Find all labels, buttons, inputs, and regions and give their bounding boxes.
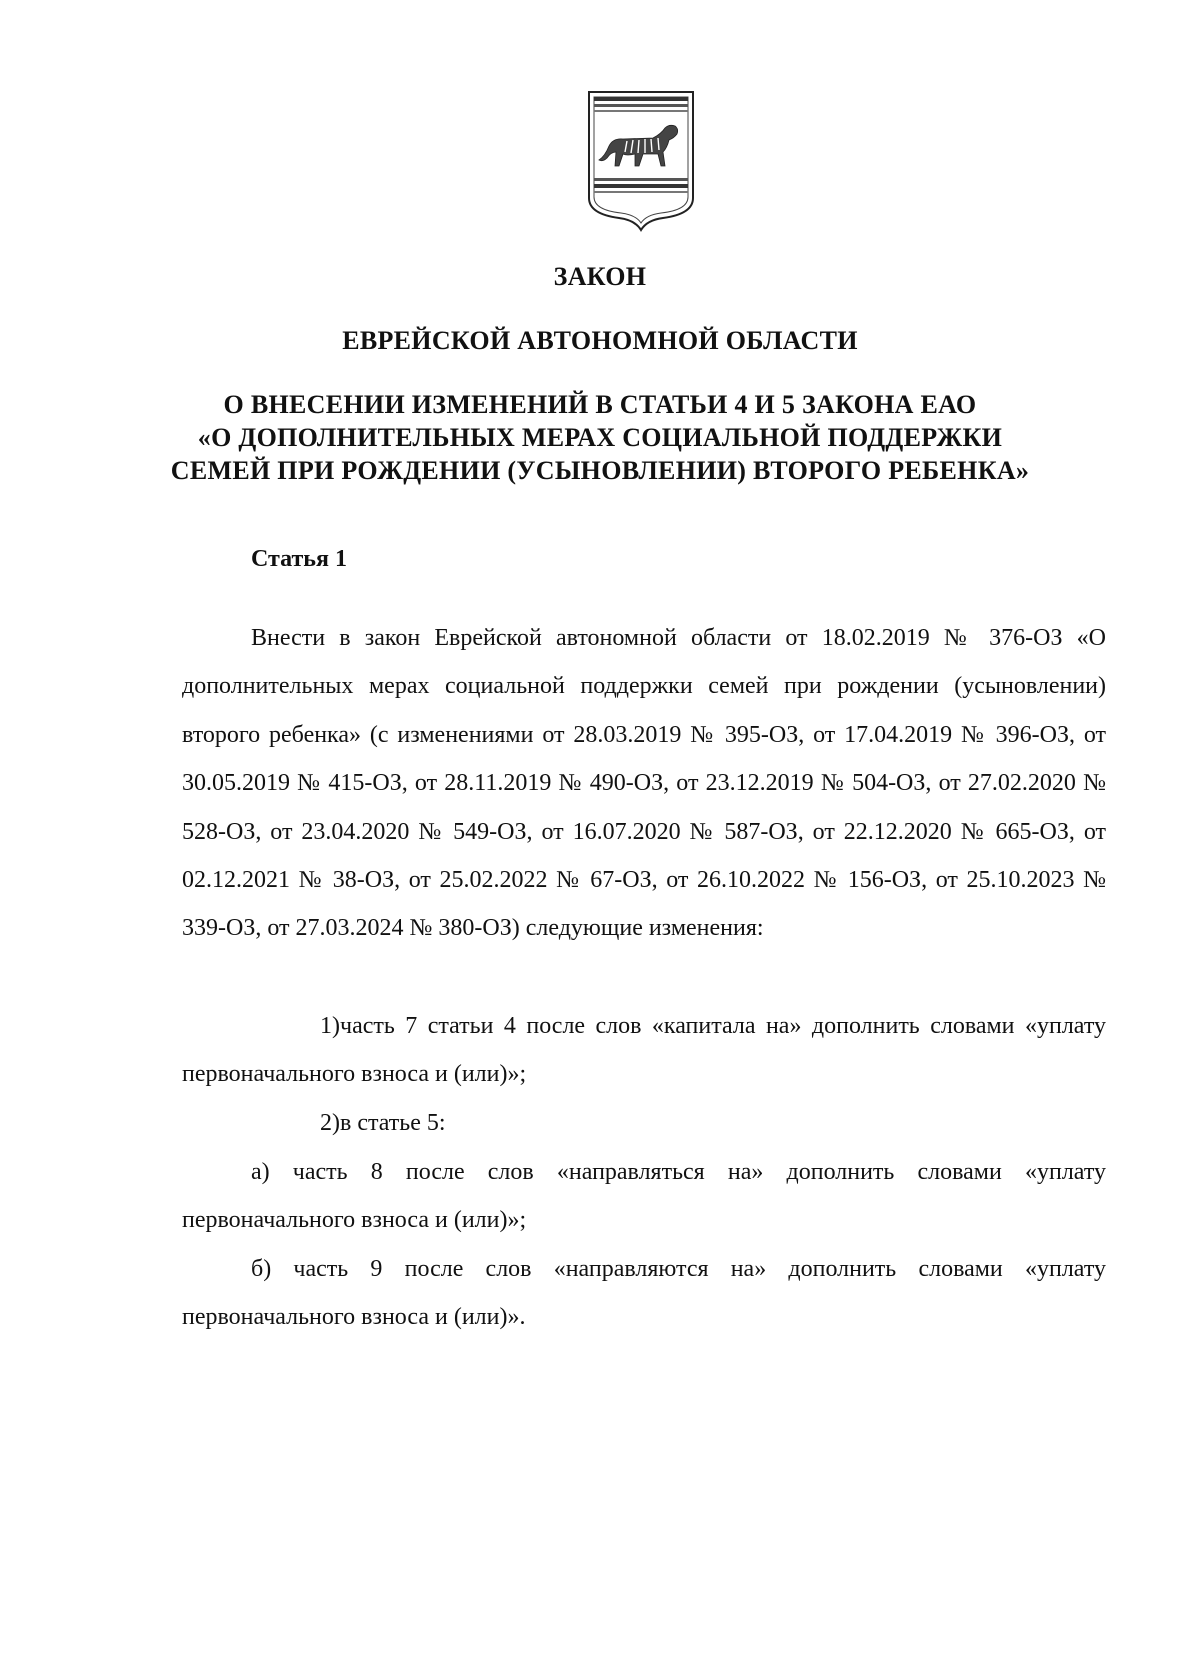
subitem-text: б) часть 9 после слов «направляются на» дополнить словами «уплату первоначального взноса и (или)». — [182, 1256, 1106, 1331]
law-subject-title — [0, 388, 1200, 487]
item-number: 2) — [320, 1110, 340, 1136]
document-type-title: ЗАКОН — [553, 262, 647, 291]
subitem-text: а) часть 8 после слов «направляться на» дополнить словами «уплату первоначального взноса и (или)»; — [182, 1159, 1106, 1234]
article-heading: Статья 1 — [251, 546, 347, 572]
issuing-region-title: ЕВРЕЙСКОЙ АВТОНОМНОЙ ОБЛАСТИ — [342, 326, 858, 355]
coat-of-arms-emblem — [583, 86, 699, 232]
intro-text: Внести в закон Еврейской автономной области от 18.02.2019 № 376-ОЗ «О дополнительных мерах социальной поддержки семей при рождении (усыновлении) второго ребенка» (с изменениями от 28.03.2019 № 395-ОЗ, от 17.04.2019 № 396-ОЗ, от 30.05.2019 № 415-ОЗ, от 28.11.2019 № 490-ОЗ, от 23.12.2019 № 504-ОЗ, от 27.02.2020 № 528-ОЗ, от 23.04.2020 № 549-ОЗ, от 16.07.2020 № 587-ОЗ, от 22.12.2020 № 665-ОЗ, от 02.12.2021 № 38-ОЗ, от 25.02.2022 № 67-ОЗ, от 26.10.2022 № 156-ОЗ, от 25.10.2023 № 339-ОЗ, от 27.03.2024 № 380-ОЗ) следующие изменения: — [182, 625, 1106, 942]
item-text: в статье 5: — [340, 1110, 446, 1136]
law-subject-line: «О ДОПОЛНИТЕЛЬНЫХ МЕРАХ СОЦИАЛЬНОЙ ПОДДЕРЖКИ — [197, 423, 1003, 452]
item-number: 1) — [320, 1013, 340, 1039]
amendment-item-1 — [182, 1002, 1106, 1099]
amendment-subitem-a — [182, 1148, 1106, 1245]
item-text: часть 7 статьи 4 после слов «капитала на» дополнить словами «уплату первоначального взноса и (или)»; — [182, 1013, 1106, 1088]
amendment-item-1-paragraph — [182, 1002, 1106, 1099]
law-subject-line: СЕМЕЙ ПРИ РОЖДЕНИИ (УСЫНОВЛЕНИИ) ВТОРОГО РЕБЕНКА» — [170, 456, 1030, 485]
law-subject-line: О ВНЕСЕНИИ ИЗМЕНЕНИЙ В СТАТЬИ 4 И 5 ЗАКОНА ЕАО — [223, 390, 977, 419]
article-intro-paragraph — [182, 614, 1106, 953]
amendment-item-2-paragraph — [182, 1099, 1106, 1147]
amendment-item-2 — [182, 1099, 1106, 1147]
amendment-subitem-b — [182, 1245, 1106, 1342]
